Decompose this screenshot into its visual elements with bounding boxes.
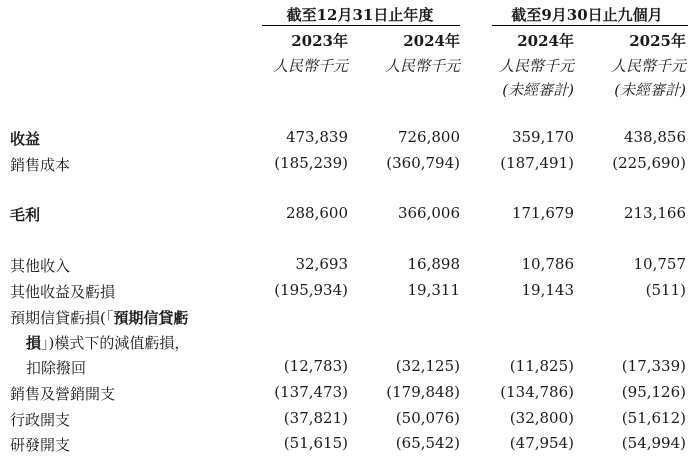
cell-gross-profit-4: 213,166 bbox=[623, 204, 686, 222]
group-underline-nine-months bbox=[492, 25, 688, 26]
cell-other-income-3: 10,786 bbox=[521, 255, 574, 273]
group-underline-year bbox=[262, 25, 460, 26]
cell-cost-of-sales-4: (225,690) bbox=[612, 154, 686, 172]
year-col-1: 2023年 bbox=[291, 32, 348, 50]
row-label-ecl-line-3: 扣除撥回 bbox=[26, 359, 87, 377]
row-label-other-income: 其他收入 bbox=[10, 257, 71, 275]
cell-selling-marketing-3: (134,786) bbox=[500, 383, 574, 401]
cell-gross-profit-1: 288,600 bbox=[285, 204, 348, 222]
cell-ecl-3: (11,825) bbox=[509, 357, 574, 375]
cell-other-income-2: 16,898 bbox=[407, 255, 460, 273]
cell-administrative-1: (37,821) bbox=[283, 409, 348, 427]
row-label-research-development: 研發開支 bbox=[10, 436, 71, 454]
row-label-selling-marketing: 銷售及營銷開支 bbox=[10, 385, 116, 403]
cell-ecl-4: (17,339) bbox=[621, 357, 686, 375]
cell-selling-marketing-1: (137,473) bbox=[274, 383, 348, 401]
cell-other-gains-losses-3: 19,143 bbox=[521, 281, 574, 299]
year-col-3: 2024年 bbox=[517, 32, 574, 50]
unit-col-2: 人民幣千元 bbox=[384, 57, 460, 75]
cell-other-gains-losses-2: 19,311 bbox=[407, 281, 460, 299]
cell-research-development-2: (65,542) bbox=[395, 434, 460, 452]
year-col-4: 2025年 bbox=[629, 32, 686, 50]
cell-revenue-4: 438,856 bbox=[623, 128, 686, 146]
row-label-ecl-line-2: 損」)模式下的減值虧損， bbox=[26, 334, 190, 352]
group-title-year: 截至12月31日止年度 bbox=[286, 6, 434, 24]
cell-administrative-4: (51,612) bbox=[621, 409, 686, 427]
cell-gross-profit-2: 366,006 bbox=[397, 204, 460, 222]
cell-selling-marketing-2: (179,848) bbox=[386, 383, 460, 401]
unit-col-4: 人民幣千元 bbox=[610, 57, 686, 75]
cell-gross-profit-3: 171,679 bbox=[511, 204, 574, 222]
unaudited-col-4: (未經審計) bbox=[614, 81, 686, 99]
cell-ecl-2: (32,125) bbox=[395, 357, 460, 375]
row-label-revenue: 收益 bbox=[10, 130, 41, 148]
cell-revenue-3: 359,170 bbox=[511, 128, 574, 146]
cell-cost-of-sales-2: (360,794) bbox=[386, 154, 460, 172]
cell-revenue-2: 726,800 bbox=[397, 128, 460, 146]
cell-research-development-1: (51,615) bbox=[283, 434, 348, 452]
cell-research-development-3: (47,954) bbox=[509, 434, 574, 452]
row-label-other-gains-losses: 其他收益及虧損 bbox=[10, 283, 116, 301]
unit-col-1: 人民幣千元 bbox=[272, 57, 348, 75]
row-label-administrative: 行政開支 bbox=[10, 411, 71, 429]
cell-administrative-2: (50,076) bbox=[395, 409, 460, 427]
row-label-gross-profit: 毛利 bbox=[10, 206, 41, 224]
cell-other-gains-losses-4: (511) bbox=[645, 281, 686, 299]
year-col-2: 2024年 bbox=[403, 32, 460, 50]
cell-research-development-4: (54,994) bbox=[621, 434, 686, 452]
cell-ecl-1: (12,783) bbox=[283, 357, 348, 375]
cell-administrative-3: (32,800) bbox=[509, 409, 574, 427]
cell-cost-of-sales-1: (185,239) bbox=[274, 154, 348, 172]
cell-other-gains-losses-1: (195,934) bbox=[274, 281, 348, 299]
cell-other-income-4: 10,757 bbox=[633, 255, 686, 273]
cell-other-income-1: 32,693 bbox=[295, 255, 348, 273]
unit-col-3: 人民幣千元 bbox=[498, 57, 574, 75]
row-label-ecl-line-1: 預期信貸虧損(「預期信貸虧 bbox=[10, 309, 189, 327]
row-label-cost-of-sales: 銷售成本 bbox=[10, 156, 71, 174]
cell-cost-of-sales-3: (187,491) bbox=[500, 154, 574, 172]
cell-revenue-1: 473,839 bbox=[285, 128, 348, 146]
cell-selling-marketing-4: (95,126) bbox=[621, 383, 686, 401]
group-title-nine-months: 截至9月30日止九個月 bbox=[511, 6, 663, 24]
unaudited-col-3: (未經審計) bbox=[502, 81, 574, 99]
